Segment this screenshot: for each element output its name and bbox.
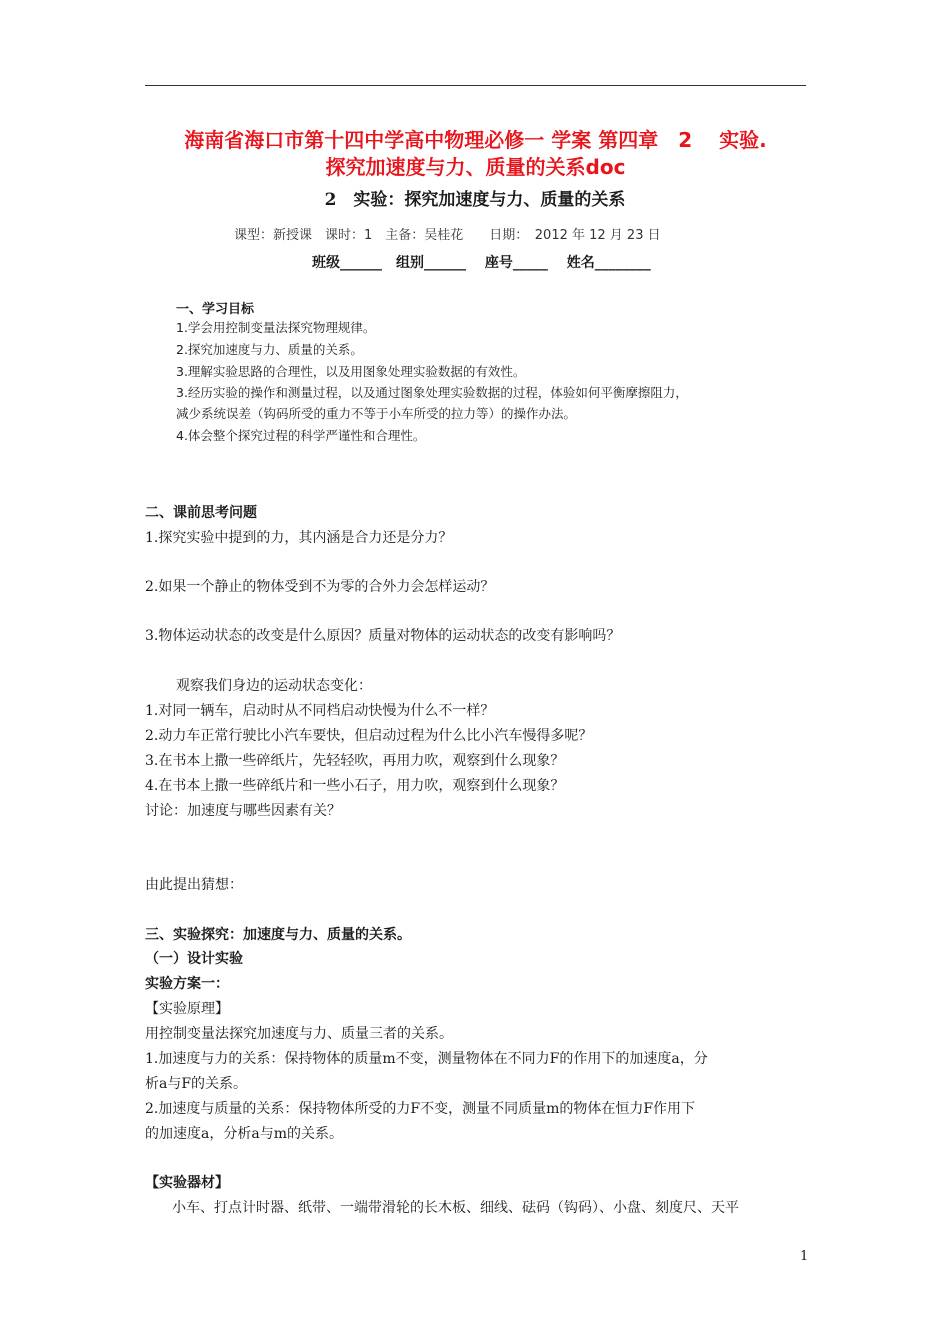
student-info: 班级______ 组别______ 座号_____ 姓名________ bbox=[312, 255, 651, 271]
question-2: 2.如果一个静止的物体受到不为零的合外力会怎样运动？ bbox=[145, 579, 495, 595]
principle-heading: 【实验原理】 bbox=[145, 1001, 229, 1017]
lesson-meta: 课型：新授课 课时：1 主备：吴桂花 日期： 2012 年 12 月 23 日 bbox=[234, 228, 661, 243]
observe-intro: 观察我们身边的运动状态变化： bbox=[176, 678, 372, 694]
design-heading: （一）设计实验 bbox=[145, 951, 243, 967]
principle-text: 用控制变量法探究加速度与力、质量三者的关系。 bbox=[145, 1026, 453, 1042]
question-1: 1.探究实验中提到的力，其内涵是合力还是分力？ bbox=[145, 530, 453, 546]
document-title-line1: 海南省海口市第十四中学高中物理必修一 学案 第四章 2 实验. bbox=[184, 128, 767, 152]
goal-item: 1.学会用控制变量法探究物理规律。 bbox=[176, 320, 376, 335]
header-rule bbox=[145, 85, 806, 86]
plan-heading: 实验方案一： bbox=[145, 976, 229, 992]
goal-item: 减少系统误差（钩码所受的重力不等于小车所受的拉力等）的操作办法。 bbox=[176, 406, 577, 421]
goal-item: 3.经历实验的操作和测量过程，以及通过图象处理实验数据的过程，体验如何平衡摩擦阻力， bbox=[176, 385, 688, 400]
observation-1: 1.对同一辆车，启动时从不同档启动快慢为什么不一样？ bbox=[145, 703, 495, 719]
lesson-subtitle: 2 实验：探究加速度与力、质量的关系 bbox=[324, 190, 626, 210]
hypothesis-prompt: 由此提出猜想： bbox=[145, 877, 243, 893]
equipment-list: 小车、打点计时器、纸带、一端带滑轮的长木板、细线、砝码（钩码）、小盘、刻度尺、天平 bbox=[172, 1200, 739, 1216]
discussion: 讨论：加速度与哪些因素有关？ bbox=[145, 803, 341, 819]
equipment-heading: 【实验器材】 bbox=[145, 1175, 229, 1191]
principle-mass: 2.加速度与质量的关系：保持物体所受的力F不变，测量不同质量m的物体在恒力F作用下 bbox=[145, 1101, 696, 1117]
section2-heading: 二、课前思考问题 bbox=[145, 505, 257, 521]
principle-force: 1.加速度与力的关系：保持物体的质量m不变，测量物体在不同力F的作用下的加速度a，分 bbox=[145, 1051, 708, 1067]
question-3: 3.物体运动状态的改变是什么原因？质量对物体的运动状态的改变有影响吗？ bbox=[145, 628, 621, 644]
observation-4: 4.在书本上撒一些碎纸片和一些小石子，用力吹，观察到什么现象？ bbox=[145, 778, 565, 794]
goal-item: 2.探究加速度与力、质量的关系。 bbox=[176, 342, 363, 357]
observation-3: 3.在书本上撒一些碎纸片，先轻轻吹，再用力吹，观察到什么现象？ bbox=[145, 753, 565, 769]
section3-heading: 三、实验探究：加速度与力、质量的关系。 bbox=[145, 927, 411, 943]
principle-mass-cont: 的加速度a，分析a与m的关系。 bbox=[145, 1126, 343, 1142]
goal-item: 4.体会整个探究过程的科学严谨性和合理性。 bbox=[176, 428, 426, 443]
document-title-line2: 探究加速度与力、质量的关系doc bbox=[325, 155, 626, 179]
principle-force-cont: 析a与F的关系。 bbox=[145, 1076, 248, 1092]
observation-2: 2.动力车正常行驶比小汽车要快，但启动过程为什么比小汽车慢得多呢？ bbox=[145, 728, 593, 744]
goal-item: 3.理解实验思路的合理性，以及用图象处理实验数据的有效性。 bbox=[176, 364, 526, 379]
page-number: 1 bbox=[800, 1249, 809, 1264]
goals-heading: 一、学习目标 bbox=[176, 302, 255, 317]
